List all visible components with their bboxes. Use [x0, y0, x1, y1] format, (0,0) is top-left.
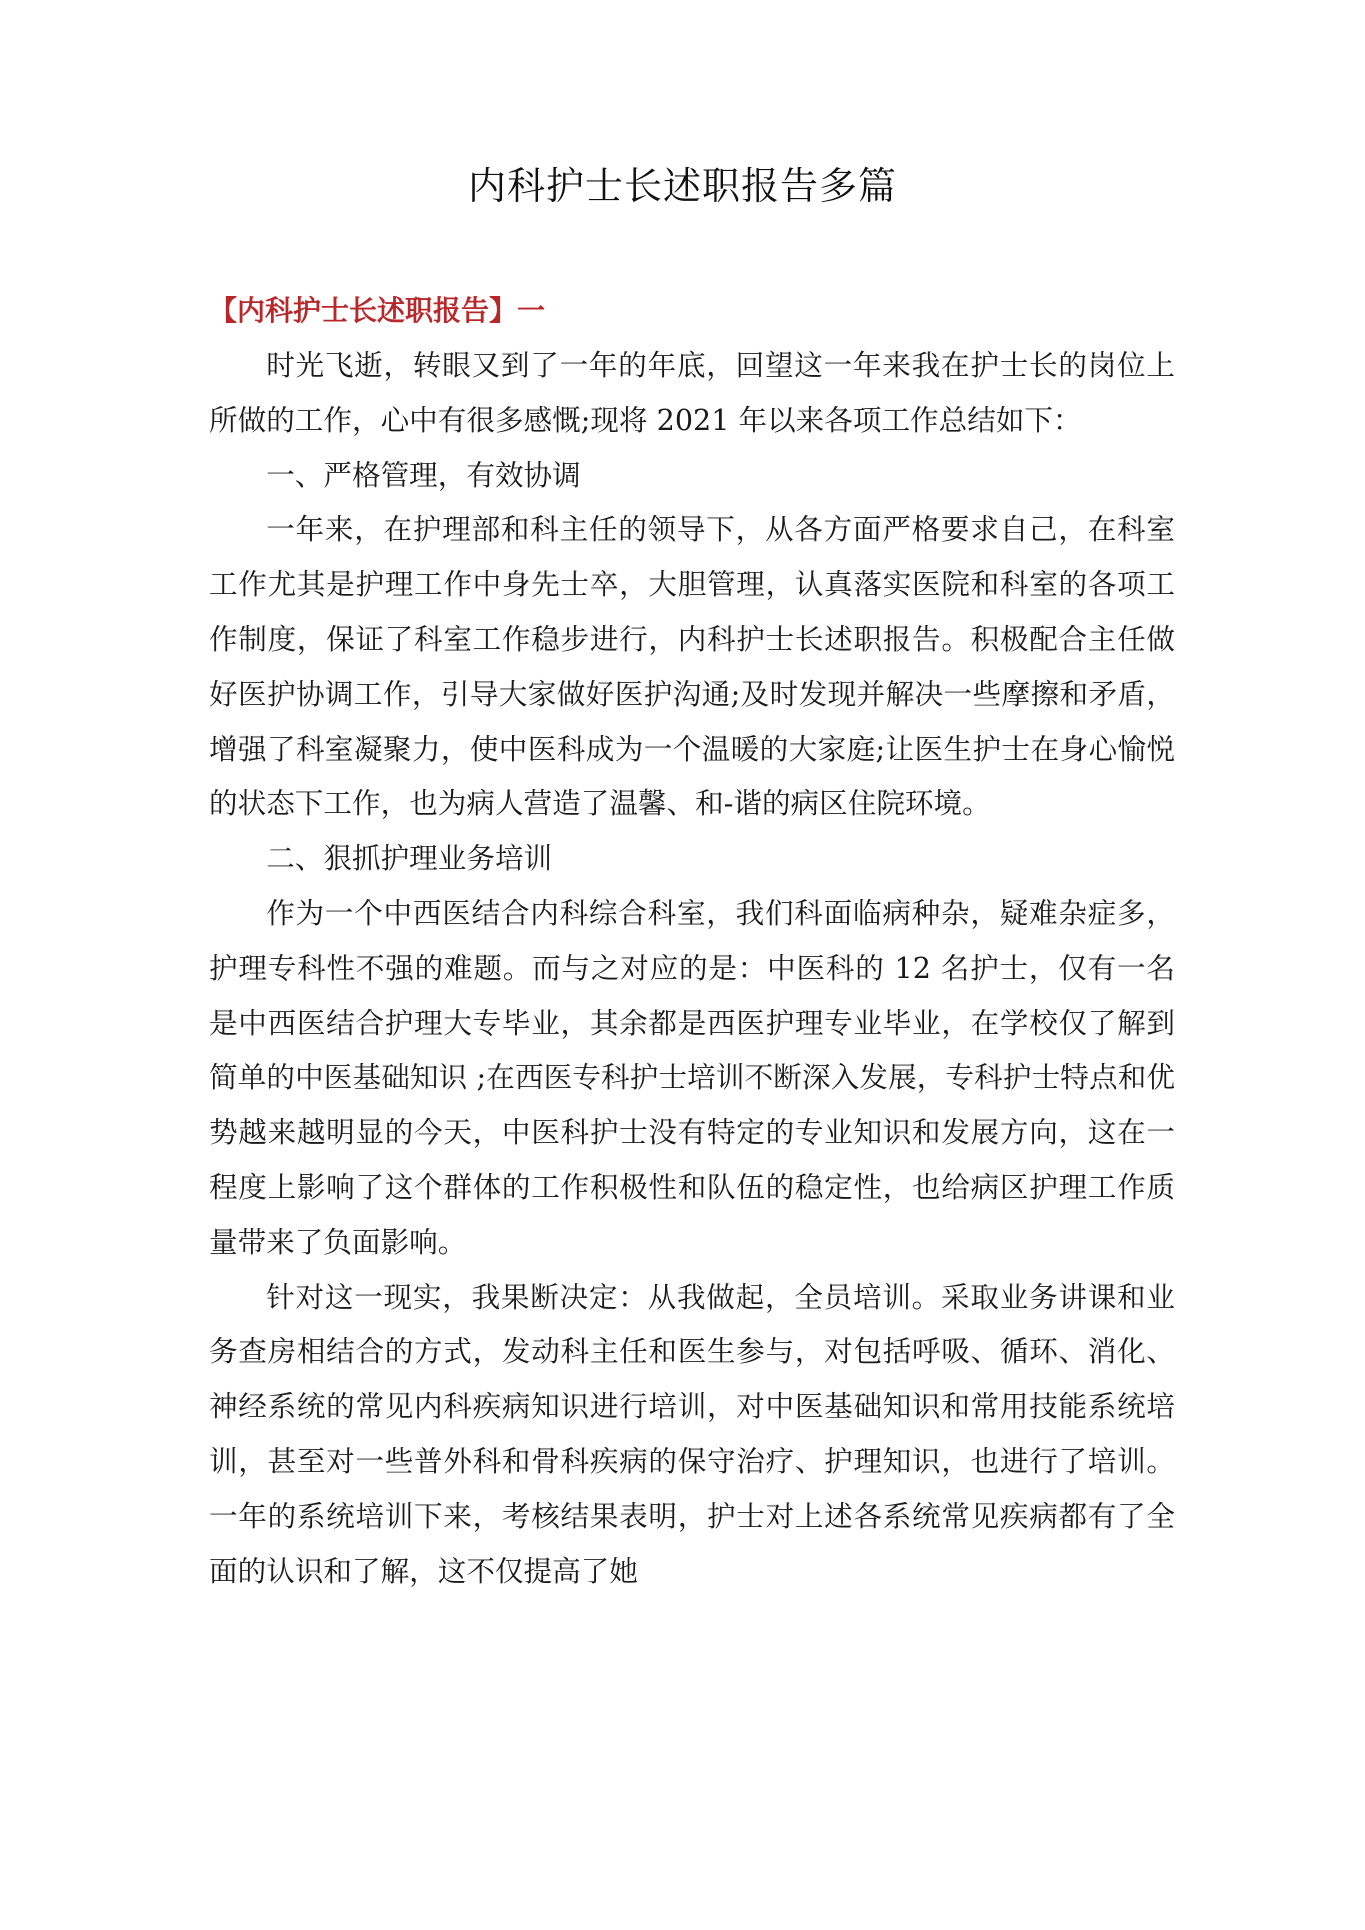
subheading-strict-management: 一、严格管理，有效协调 [266, 457, 581, 492]
document-title: 内科护士长述职报告多篇 [467, 164, 897, 208]
paragraph-training-actions: 针对这一现实，我果断决定：从我做起，全员培训。采取业务讲课和业务查房相结合的方式，发动科主任和医生参与，对包括呼吸、循环、消化、神经系统的常见内科疾病知识进行培训，对中医基础知识和常用技能系统培训，甚至对一些普外科和骨科疾病的保守治疗、护理知识，也进行了培训。一年的系统培训下来，考核结果表明，护士对上述各系统常见疾病都有了全面的认识和了解，这不仅提高了她 [209, 1279, 1175, 1588]
paragraph-training-background: 作为一个中西医结合内科综合科室，我们科面临病种杂，疑难杂症多，护理专科性不强的难题。而与之对应的是：中医科的 12 名护士，仅有一名是中西医结合护理大专毕业，其余都是西医护理专业毕业，在学校仅了解到简单的中医基础知识 ;在西医专科护士培训不断深入发展，专科护士特点和优势越来越明显的今天，中医科护士没有特定的专业知识和发展方向，这在一程度上影响了这个群体的工作积极性和队伍的稳定性，也给病区护理工作质量带来了负面影响。 [209, 895, 1175, 1259]
paragraph-intro: 时光飞逝，转眼又到了一年的年底，回望这一年来我在护士长的岗位上所做的工作，心中有很多感慨;现将 2021 年以来各项工作总结如下： [209, 348, 1175, 437]
paragraph-management: 一年来，在护理部和科主任的领导下，从各方面严格要求自己，在科室工作尤其是护理工作中身先士卒，大胆管理，认真落实医院和科室的各项工作制度，保证了科室工作稳步进行，内科护士长述职报告。积极配合主任做好医护协调工作，引导大家做好医护沟通;及时发现并解决一些摩擦和矛盾，增强了科室凝聚力，使中医科成为一个温暖的大家庭;让医生护士在身心愉悦的状态下工作，也为病人营造了温馨、和-谐的病区住院环境。 [209, 512, 1175, 821]
section-heading: 【内科护士长述职报告】一 [209, 294, 546, 327]
document-body [209, 284, 1175, 1598]
subheading-training: 二、狠抓护理业务培训 [266, 841, 553, 876]
